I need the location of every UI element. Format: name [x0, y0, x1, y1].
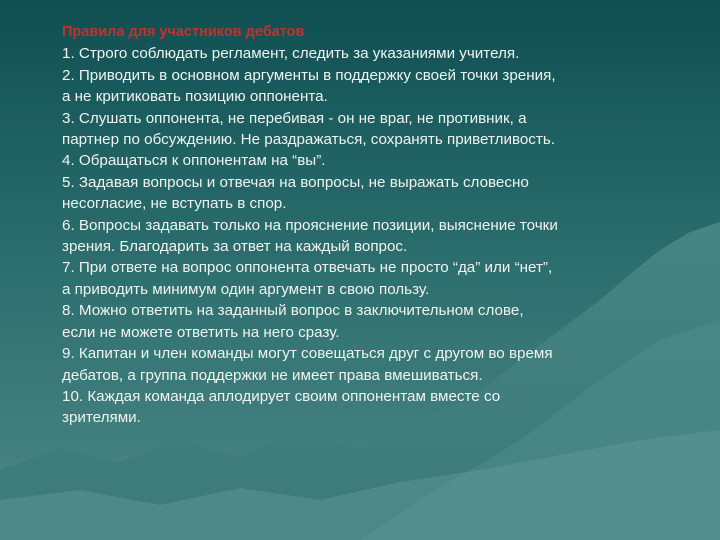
rules-text-block: [62, 22, 662, 429]
rule-line: дебатов, а группа поддержки не имеет права вмешиваться.: [62, 366, 483, 384]
rule-line: а приводить минимум один аргумент в свою пользу.: [62, 280, 430, 298]
rule-line: зрителями.: [62, 409, 141, 427]
rule-line: 6. Вопросы задавать только на прояснение позиции, выяснение точки: [62, 216, 558, 234]
rule-item: [62, 215, 662, 258]
rule-item: [62, 65, 662, 108]
rule-item: [62, 43, 662, 64]
rule-line: 2. Приводить в основном аргументы в поддержку своей точки зрения,: [62, 66, 556, 84]
rule-line: несогласие, не вступать в спор.: [62, 195, 287, 213]
rule-line: 1. Строго соблюдать регламент, следить за указаниями учителя.: [62, 45, 520, 63]
rule-item: [62, 343, 662, 386]
rule-item: [62, 172, 662, 215]
rule-line: 7. При ответе на вопрос оппонента отвечать не просто “да” или “нет”,: [62, 259, 553, 277]
rule-line: партнер по обсуждению. Не раздражаться, сохранять приветливость.: [62, 131, 555, 149]
rule-item: [62, 386, 662, 429]
rule-item: [62, 257, 662, 300]
rule-line: 5. Задавая вопросы и отвечая на вопросы, не выражать словесно: [62, 173, 529, 191]
rule-item: [62, 108, 662, 151]
rules-list: [62, 43, 662, 428]
rule-line: 8. Можно ответить на заданный вопрос в заключительном слове,: [62, 302, 524, 320]
slide-title: Правила для участников дебатов: [62, 24, 305, 40]
rule-line: 9. Капитан и член команды могут совещаться друг с другом во время: [62, 345, 553, 363]
rule-line: 4. Обращаться к оппонентам на “вы”.: [62, 152, 326, 170]
rule-line: если не можете ответить на него сразу.: [62, 323, 340, 341]
rule-line: 10. Каждая команда аплодирует своим оппонентам вместе со: [62, 387, 501, 405]
rule-item: [62, 300, 662, 343]
rule-line: а не критиковать позицию оппонента.: [62, 88, 328, 106]
rule-line: 3. Слушать оппонента, не перебивая - он не враг, не противник, а: [62, 109, 527, 127]
rule-line: зрения. Благодарить за ответ на каждый вопрос.: [62, 238, 408, 256]
rule-item: [62, 150, 662, 171]
